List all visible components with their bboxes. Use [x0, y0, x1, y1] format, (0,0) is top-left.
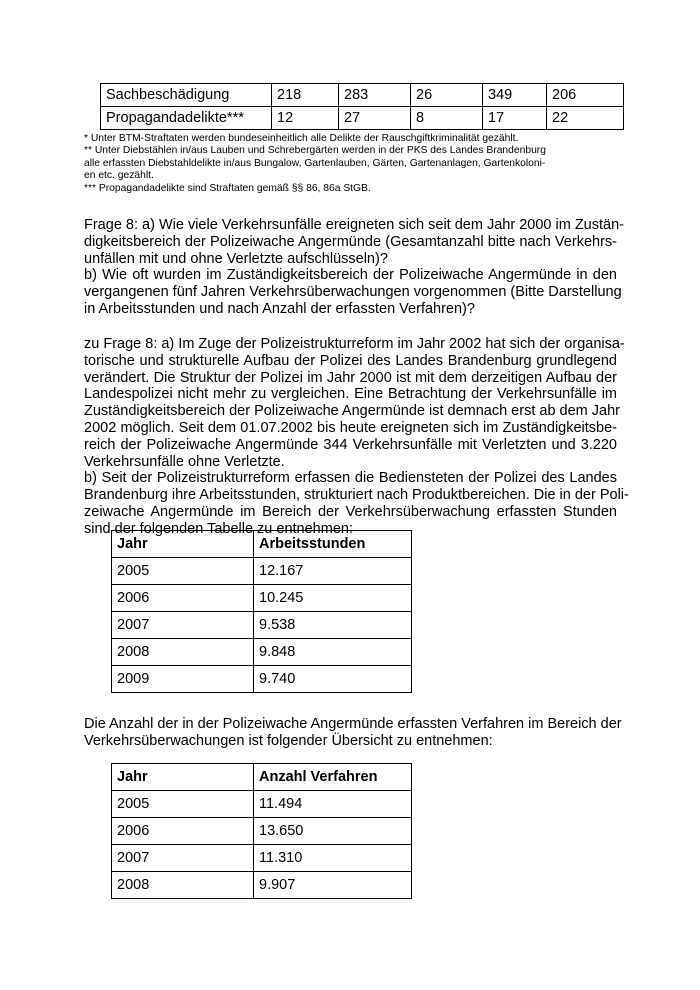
hours-table — [111, 530, 412, 693]
table-row — [84, 107, 624, 130]
footnote: * Unter BTM-Straftaten werden bundeseinheitlich alle Delikte der Rauschgiftkriminalität gezählt. — [84, 133, 519, 144]
table-row — [112, 639, 412, 666]
table-cell: 11.310 — [254, 845, 412, 872]
table-cell: 12.167 — [254, 558, 412, 585]
table-cell: 283 — [339, 84, 411, 107]
column-header: Anzahl Verfahren — [254, 764, 412, 791]
row-label: Sachbeschädigung — [101, 84, 272, 107]
question-8: Frage 8: a) Wie viele Verkehrsunfälle ereigneten sich seit dem Jahr 2000 im Zustän- digkeitsbereich der Polizeiwache Angermünde (Gesamtanzahl bitte nach Verkehrs- unfällen mit und ohne Verletzte aufschlüsseln)? b) Wie oft wurden im Zuständigkeitsbereich der Polizeiwache Angermünde in den vergangenen fünf Jahren Verkehrsüberwachungen vorgenommen (Bitte Darstellung in Arbeitsstunden und nach Anzahl der erfassten Verfahren)? — [84, 217, 624, 317]
row-label: Propagandadelikte*** — [101, 107, 272, 130]
column-header: Jahr — [112, 764, 254, 791]
table-cell: 2007 — [112, 845, 254, 872]
footnote: alle erfassten Diebstahldelikte in/aus Bungalow, Gartenlauben, Gärten, Gartenanlagen, Gartenkoloni- — [84, 157, 546, 169]
table-row — [84, 84, 624, 107]
table-cell: 2009 — [112, 666, 254, 693]
table-cell: 2008 — [112, 872, 254, 899]
column-header: Arbeitsstunden — [254, 531, 412, 558]
table-cell: 11.494 — [254, 791, 412, 818]
table-cell: 27 — [339, 107, 411, 130]
column-header: Jahr — [112, 531, 254, 558]
table-row — [112, 872, 412, 899]
table-cell: 2006 — [112, 818, 254, 845]
table-cell: 2007 — [112, 612, 254, 639]
table-cell: 26 — [411, 84, 483, 107]
table-row — [112, 612, 412, 639]
table-cell: 10.245 — [254, 585, 412, 612]
table-row — [112, 818, 412, 845]
table-header-row — [112, 764, 412, 791]
table-row — [112, 558, 412, 585]
table-cell: 206 — [547, 84, 624, 107]
table-row — [112, 666, 412, 693]
answer-8: zu Frage 8: a) Im Zuge der Polizeistrukturreform im Jahr 2002 hat sich der organisa- torische und strukturelle Aufbau der Polizei des Landes Brandenburg grundlegend verändert. Die Struktur der Polizei im Jahr 2000 ist mit dem derzeitigen Aufbau der Landespolizei nicht mehr zu vergleichen. Eine Betrachtung der Verkehrsunfälle im Zuständigkeitsbereich der Polizeiwache Angermünde ist demnach erst ab dem Jahr 2002 möglich. Seit dem 01.07.2002 bis heute ereigneten sich im Zuständigkeitsbe- reich der Polizeiwache Angermünde 344 Verkehrsunfälle mit Verletzten und 3.220 Verkehrsunfälle ohne Verletzte. b) Seit der Polizeistrukturreform erfassen die Bediensteten der Polizei des Landes Brandenburg ihre Arbeitsstunden, strukturiert nach Produktbereichen. Die in der Poli- zeiwache Angermünde im Bereich der Verkehrsüberwachung erfassten Stunden sind der folgenden Tabelle zu entnehmen: — [84, 336, 629, 537]
table-cell: 9.740 — [254, 666, 412, 693]
table-cell: 22 — [547, 107, 624, 130]
table-row — [112, 791, 412, 818]
table-cell: 2006 — [112, 585, 254, 612]
table-header-row — [112, 531, 412, 558]
procedures-intro: Die Anzahl der in der Polizeiwache Angermünde erfassten Verfahren im Bereich der Verkehrsüberwachungen ist folgender Übersicht zu entnehmen: — [84, 716, 622, 749]
table-cell: 17 — [483, 107, 547, 130]
table-cell: 349 — [483, 84, 547, 107]
table-cell: 2005 — [112, 791, 254, 818]
footnote: ** Unter Diebstählen in/aus Lauben und Schrebergärten werden in der PKS des Landes Brandenburg — [84, 145, 546, 157]
footnotes — [84, 133, 624, 195]
table-row — [112, 585, 412, 612]
table-cell: 12 — [272, 107, 339, 130]
table-cell: 9.538 — [254, 612, 412, 639]
footnote: *** Propagandadelikte sind Straftaten gemäß §§ 86, 86a StGB. — [84, 182, 371, 194]
crime-statistics-table — [84, 83, 624, 130]
table-cell: 218 — [272, 84, 339, 107]
table-cell: 9.848 — [254, 639, 412, 666]
table-row — [112, 845, 412, 872]
table-cell: 2005 — [112, 558, 254, 585]
footnote: en etc. gezählt. — [84, 170, 154, 182]
table-cell: 9.907 — [254, 872, 412, 899]
table-cell: 8 — [411, 107, 483, 130]
table-cell: 13.650 — [254, 818, 412, 845]
procedures-table — [111, 763, 412, 899]
table-cell: 2008 — [112, 639, 254, 666]
